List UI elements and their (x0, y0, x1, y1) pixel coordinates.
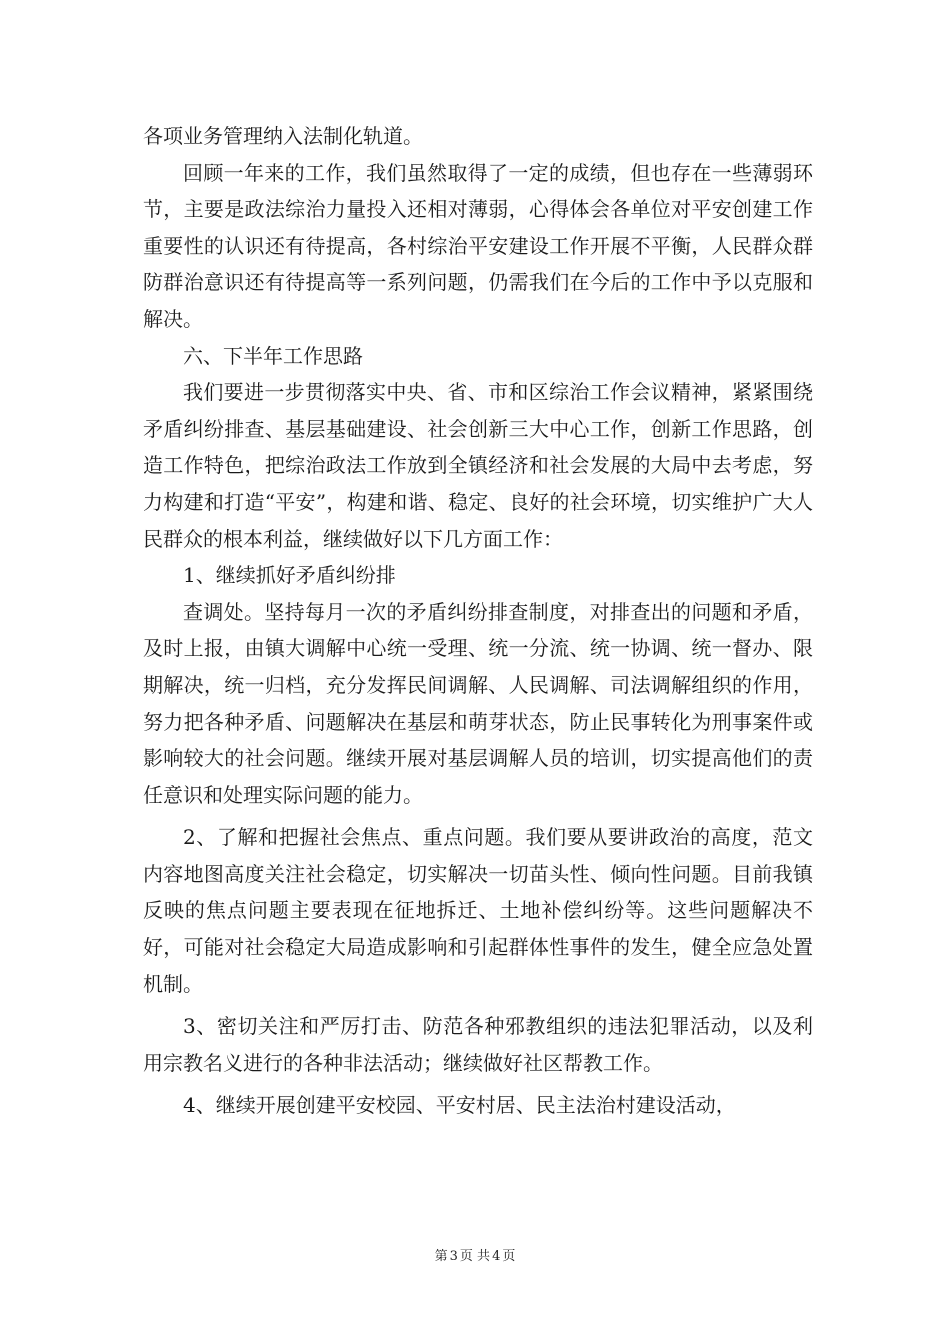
list-item-1-body: 查调处。坚持每月一次的矛盾纠纷排查制度，对排查出的问题和矛盾，及时上报，由镇大调解中心统一受理、统一分流、统一协调、统一督办、限期解决，统一归档，充分发挥民间调解、人民调解、司法调解组织的作用，努力把各种矛盾、问题解决在基层和萌芽状态，防止民事转化为刑事案件或影响较大的社会问题。继续开展对基层调解人员的培训，切实提高他们的责任意识和处理实际问题的能力。 (143, 599, 813, 807)
footer-middle: 页 共 (459, 1249, 491, 1264)
paragraph-continuation: 各项业务管理纳入法制化轨道。 (143, 124, 423, 148)
footer-total-pages: 4 (492, 1249, 501, 1264)
section-heading: 六、下半年工作思路 (183, 343, 363, 368)
paragraph-review: 回顾一年来的工作，我们虽然取得了一定的成绩，但也存在一些薄弱环节，主要是政法综治力量投入还相对薄弱，心得体会各单位对平安创建工作重要性的认识还有待提高，各村综治平安建设工作开展不平衡，人民群众群防群治意识还有待提高等一系列问题，仍需我们在今后的工作中予以克服和解决。 (143, 160, 813, 331)
footer-suffix: 页 (502, 1249, 516, 1264)
footer-prefix: 第 (434, 1249, 448, 1264)
list-item-1-title: 1、继续抓好矛盾纠纷排 (183, 563, 396, 588)
list-item-2: 2、了解和把握社会焦点、重点问题。我们要从要讲政治的高度，范文内容地图高度关注社会稳定，切实解决一切苗头性、倾向性问题。目前我镇反映的焦点问题主要表现在征地拆迁、土地补偿纠纷等。这些问题解决不好，可能对社会稳定大局造成影响和引起群体性事件的发生，健全应急处置机制。 (143, 825, 813, 996)
list-item-4: 4、继续开展创建平安校园、平安村居、民主法治村建设活动， (183, 1093, 736, 1118)
page-footer (0, 1245, 950, 1264)
footer-page-number: 3 (449, 1249, 458, 1264)
document-body (143, 118, 813, 1124)
paragraph-plan: 我们要进一步贯彻落实中央、省、市和区综治工作会议精神，紧紧围绕矛盾纠纷排查、基层基础建设、社会创新三大中心工作，创新工作思路，创造工作特色，把综治政法工作放到全镇经济和社会发展的大局中去考虑，努力构建和打造“平安”，构建和谐、稳定、良好的社会环境，切实维护广大人民群众的根本利益，继续做好以下几方面工作： (143, 380, 813, 551)
list-item-3: 3、密切关注和严厉打击、防范各种邪教组织的违法犯罪活动，以及利用宗教名义进行的各种非法活动；继续做好社区帮教工作。 (143, 1014, 813, 1075)
